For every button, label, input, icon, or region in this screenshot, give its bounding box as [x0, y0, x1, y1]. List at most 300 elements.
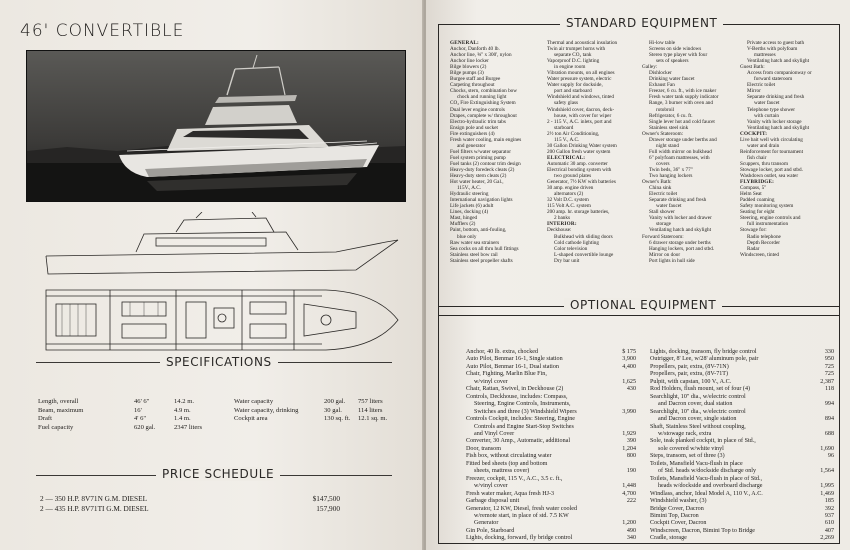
std-col-3: [642, 40, 718, 264]
option-price: 1,564: [820, 468, 834, 475]
option-row: [466, 446, 636, 453]
option-price: 340: [626, 535, 636, 542]
std-item: Compass, 5": [740, 185, 767, 192]
std-item: 200 Gallon fresh water system: [547, 148, 611, 155]
std-item: Water pressure system, electric: [547, 76, 612, 83]
spec-value-1: 30 gal.: [324, 406, 342, 414]
option-price: 185: [824, 498, 834, 505]
option-label: w/remote start, in place of std. 7.5 KW: [474, 512, 569, 519]
std-item: Fresh water tank supply indicator: [649, 94, 719, 101]
option-row: [466, 401, 636, 408]
std-item: Depth Recorder: [747, 239, 780, 246]
std-item: Dry bar unit: [554, 257, 580, 264]
std-item: Scuppers, thru transom: [740, 160, 788, 167]
std-item: Reinforcement for tournament: [740, 148, 804, 155]
option-row: [466, 498, 636, 505]
option-price: 96: [827, 453, 834, 460]
std-col-4: [740, 40, 812, 258]
spec-row: [38, 407, 202, 416]
option-row: [650, 506, 834, 513]
option-price: 190: [626, 468, 636, 475]
right-page: [426, 0, 850, 550]
spec-value-m: 4.9 m.: [174, 406, 191, 414]
spec-value-1: 200 gal.: [324, 398, 346, 405]
std-item: Owner's Stateroom:: [642, 130, 684, 137]
std-item: Dishlocker: [649, 70, 672, 77]
spec-value-m: 2347 liters: [174, 423, 203, 431]
std-col-2: [547, 40, 617, 264]
std-item: 6 drawer storage under berths: [649, 239, 711, 246]
spec-value-1: 130 sq. ft.: [324, 415, 351, 423]
option-row: [466, 409, 636, 416]
std-item: Bilge blowers (2): [450, 64, 487, 71]
option-label: Generator: [474, 520, 499, 527]
std-item: Windshield and windows, tinted: [547, 94, 614, 101]
option-price: 2,269: [820, 535, 834, 542]
option-row: [650, 409, 834, 416]
std-item: Stowage for:: [740, 227, 767, 234]
std-item: Radio telephone: [747, 233, 781, 240]
option-price: 688: [824, 430, 834, 437]
option-label: Lights, docking, transom, fly bridge control: [650, 349, 757, 355]
option-label: Steering, Engine Controls, Instruments,: [474, 401, 571, 408]
std-section-heading: ELECTRICAL:: [547, 154, 586, 161]
option-row: [466, 424, 636, 431]
option-label: sole covered w/white vinyl: [658, 445, 724, 452]
std-item: water faucet: [656, 203, 682, 210]
standard-equipment-heading: STANDARD EQUIPMENT: [560, 16, 723, 30]
spec-label: Water capacity: [234, 398, 274, 405]
option-price: [632, 416, 636, 423]
option-price: 610: [824, 520, 834, 527]
std-item: Anchor line, ⅝" x 300', nylon: [450, 52, 512, 59]
std-item: Mirror on door: [649, 251, 681, 258]
option-price: 950: [824, 356, 834, 363]
std-item: Anchor line locker: [450, 58, 489, 65]
std-item: Fuel filters w/water separator: [450, 148, 511, 155]
spec-value-ft: 620 gal.: [134, 423, 156, 431]
option-price: 1,204: [622, 445, 636, 452]
option-label: Generator, 12 KW, Diesel, fresh water cooled: [466, 505, 578, 512]
option-price: [830, 424, 834, 431]
std-item: Stainless steel bow rail: [450, 251, 498, 258]
std-item: 2½ ton Air Conditioning,: [547, 130, 600, 137]
option-label: of Std. heads w/dockside discharge only: [658, 468, 757, 475]
price-value: 157,900: [316, 504, 340, 513]
option-price: 1,929: [622, 430, 636, 437]
spec-label: Fuel capacity: [38, 423, 74, 431]
std-item: Thermal and acoustical insulation: [547, 40, 618, 46]
option-row: [466, 416, 636, 423]
option-row: [466, 386, 636, 393]
std-col-1: [450, 40, 521, 264]
std-item: Vanity with locker storage: [747, 118, 802, 125]
option-row: [466, 468, 636, 475]
std-item: Deckhouse:: [547, 227, 572, 234]
std-item: International navigation lights: [450, 197, 513, 204]
std-item: 115 V., A.C.: [554, 136, 580, 143]
std-item: Stall shower: [649, 209, 675, 216]
option-row: [466, 535, 636, 542]
std-item: Bilge pumps (3): [450, 70, 484, 77]
std-item: Automatic 30 amp. converter: [547, 160, 608, 167]
std-item: Radar: [747, 245, 760, 252]
option-price: 490: [626, 527, 636, 534]
option-row: [650, 498, 834, 505]
option-price: [632, 513, 636, 520]
std-item: Washdown outlet, sea water: [740, 173, 799, 180]
option-row: [650, 528, 834, 535]
option-row: [466, 476, 636, 483]
std-item: Owner's Bath:: [642, 179, 672, 186]
std-item: Mirror: [747, 88, 761, 95]
price-row: [40, 504, 340, 514]
option-label: Cockpit Cover, Dacron: [650, 520, 707, 527]
option-price: 994: [824, 401, 834, 408]
std-item: and generator: [457, 142, 486, 149]
std-item: Refrigerator, 6 cu. ft.: [649, 112, 693, 119]
std-item: safety glass: [554, 100, 579, 107]
spec-value-2: 12.1 sq. m.: [358, 415, 388, 423]
option-label: Lights, docking, forward, fly bridge control: [466, 535, 573, 542]
option-label: sheets, mattress cover): [474, 468, 530, 475]
std-item: rotobroil: [656, 106, 675, 113]
price-schedule-heading: PRICE SCHEDULE: [156, 467, 280, 481]
option-label: Converter, 30 Amp., Automatic, additional: [466, 438, 571, 445]
std-item: Fire extinguishers (4): [450, 130, 495, 137]
std-section-heading: COCKPIT:: [740, 130, 768, 137]
option-row: [466, 506, 636, 513]
std-item: Vanity with locker and drawer: [649, 215, 712, 222]
option-label: Bridge Cover, Dacron: [650, 505, 704, 512]
option-price: [830, 394, 834, 401]
option-price: 800: [626, 453, 636, 460]
std-item: Ventilating hatch and skylight: [747, 58, 810, 65]
std-item: Vaporproof D.C. lighting: [547, 58, 600, 65]
option-price: 1,625: [622, 378, 636, 385]
std-item: Lines, docking (4): [450, 209, 489, 216]
std-item: Hydraulic steering: [450, 191, 489, 198]
option-label: Chair, Fighting, Marlin Blue Fin,: [466, 371, 547, 378]
std-item: CO₂ Fire Extinguishing System: [450, 100, 516, 107]
std-item: alternators (2): [554, 191, 584, 198]
option-label: w/stowage rack, extra: [658, 430, 712, 437]
std-item: Fuel tanks (2) contour trim design: [450, 160, 521, 167]
std-item: Ensign pole and socket: [450, 124, 498, 131]
std-item: 30 Gallon Drinking Water system: [547, 142, 617, 149]
spec-value-m: 14.2 m.: [174, 398, 194, 405]
option-row: [650, 394, 834, 401]
std-item: L-shaped convertible lounge: [554, 251, 614, 258]
option-label: Steps, transom, set of three (3): [650, 453, 725, 460]
option-price: 725: [824, 363, 834, 370]
spec-label: Beam, maximum: [38, 406, 84, 414]
std-item: Mast, hinged: [450, 215, 478, 222]
std-item: forward stateroom: [754, 76, 793, 83]
std-item: Steering, engine controls and: [740, 215, 801, 222]
std-item: Vibration mounts, on all engines: [547, 70, 615, 77]
option-price: [632, 394, 636, 401]
std-item: Windscreen, tinted: [740, 251, 779, 258]
std-item: storage: [656, 221, 671, 228]
option-label: Auto Pilot, Benmar 16-1, Dual station: [466, 363, 559, 370]
spec-value-ft: 16': [134, 406, 142, 414]
option-label: Cradle, storage: [650, 535, 687, 542]
std-item: Access from companionway or: [747, 70, 812, 77]
std-item: Freezer, 6 cu. ft., with ice maker: [649, 88, 717, 95]
std-item: water faucet: [754, 100, 780, 107]
std-item: Live bait well with circulating: [740, 136, 803, 143]
option-row: [466, 349, 636, 356]
option-row: [650, 468, 834, 475]
std-item: 115V., A.C.: [457, 185, 482, 192]
option-row: [650, 491, 834, 498]
std-item: Stainless steel sink: [649, 124, 689, 131]
option-price: 725: [824, 371, 834, 378]
option-label: w/vinyl cover: [474, 378, 508, 385]
std-item: Electro-hydraulic trim tabs: [450, 118, 506, 125]
std-item: Color television: [554, 245, 588, 252]
std-item: Raw water sea strainers: [450, 239, 500, 246]
option-label: Garbage disposal unit: [466, 498, 520, 505]
std-item: Two hanging lockers: [649, 173, 693, 180]
option-label: Windscreen, Dacron, Bimini Top to Bridge: [650, 527, 755, 534]
option-price: [830, 461, 834, 468]
option-row: [650, 520, 834, 527]
option-row: [650, 513, 834, 520]
option-price: 1,448: [622, 483, 636, 490]
std-item: China sink: [649, 185, 672, 192]
std-item: fish chair: [747, 154, 767, 161]
std-item: covers: [656, 160, 670, 167]
option-price: [632, 476, 636, 483]
option-price: 392: [824, 505, 834, 512]
spec-label: Draft: [38, 415, 52, 423]
option-row: [466, 394, 636, 401]
std-item: Drinking water faucet: [649, 76, 695, 83]
option-price: 3,990: [622, 408, 636, 415]
option-price: 330: [824, 349, 834, 355]
std-item: blue only: [457, 233, 477, 240]
option-row: [650, 386, 834, 393]
std-item: Electric toilet: [747, 82, 776, 89]
option-price: [632, 461, 636, 468]
option-label: w/vinyl cover: [474, 483, 508, 490]
option-label: Gin Pole, Starboard: [466, 527, 515, 534]
std-item: chock and running light: [457, 94, 507, 101]
option-label: Pulpit, with capstan, 100 V., A.C.: [650, 378, 732, 385]
std-item: water and drain: [747, 142, 780, 149]
std-item: night stand: [656, 142, 679, 149]
spec-row: [38, 424, 202, 433]
std-item: Galley:: [642, 64, 658, 71]
std-item: sets of speakers: [656, 58, 689, 65]
option-row: [650, 371, 834, 378]
option-label: Propellers, pair, extra, (8V-71T): [650, 371, 729, 378]
option-row: [650, 416, 834, 423]
option-row: [466, 431, 636, 438]
std-item: Sea cocks on all thru hull fittings: [450, 245, 519, 252]
option-label: Windlass, anchor, Ideal Model A, 110 V., A.C.: [650, 490, 763, 497]
option-label: Anchor, 40 lb. extra, chocked: [466, 349, 539, 355]
option-label: Bimini Top, Dacron: [650, 512, 699, 519]
std-item: Safety monitoring system: [740, 203, 794, 210]
std-item: Life jackets (6) adult: [450, 203, 494, 210]
option-label: Outrigger, 8' Lee, w/28' aluminum pole, pair: [650, 356, 759, 363]
std-item: Burgee staff and Burgee: [450, 76, 501, 83]
std-item: Fresh water cooling, main engines: [450, 136, 522, 143]
std-item: 32 Volt D.C. system: [547, 197, 589, 204]
deck-plan-drawing: [26, 212, 404, 358]
std-item: port and starboard: [554, 88, 592, 95]
std-item: Generator, 7½ KW with batteries: [547, 179, 616, 186]
option-price: 4,700: [622, 490, 636, 497]
option-price: 407: [824, 527, 834, 534]
option-row: [466, 438, 636, 445]
option-label: Sole, teak planked cockpit, in place of Std.,: [650, 438, 756, 445]
spec-value-ft: 46' 6": [134, 398, 150, 405]
option-label: Chair, Rattan, Swivel, in Deckhouse (2): [466, 386, 564, 393]
std-item: Windshield cover, dacron, deck-: [547, 106, 615, 113]
spec-value-m: 1.4 m.: [174, 415, 191, 423]
option-label: and Vinyl Cover: [474, 430, 515, 437]
std-item: Paint, bottom, anti-fouling,: [450, 227, 507, 234]
std-item: Bulkhead with sliding doors: [554, 233, 613, 240]
option-row: [466, 483, 636, 490]
option-price: $ 175: [622, 349, 636, 355]
option-label: heads w/dockside and overboard discharge: [658, 483, 763, 490]
std-item: Heavy-duty stern cleats (2): [450, 173, 507, 180]
spec-row: [38, 415, 202, 424]
specs-col1: [38, 398, 202, 432]
std-item: Water supply for dockside,: [547, 82, 603, 89]
std-item: Telephone type shower: [747, 106, 796, 113]
std-item: Chocks, stern, combination bow: [450, 88, 517, 95]
std-item: mattresses: [754, 52, 776, 59]
option-price: [632, 401, 636, 408]
spec-row: [234, 398, 387, 407]
option-label: Propellers, pair, extra, (8V-71N): [650, 363, 729, 370]
std-item: Ventilating hatch and skylight: [649, 227, 712, 234]
std-item: Padded coaming: [740, 197, 775, 204]
option-price: 1,469: [820, 490, 834, 497]
boat-photo: [26, 50, 406, 202]
std-item: 30 amp. engine driven: [547, 185, 594, 192]
std-item: Electric toilet: [649, 191, 678, 198]
option-price: 937: [824, 512, 834, 519]
std-item: Screens on side windows: [649, 46, 702, 53]
option-label: Auto Pilot, Benmar 16-1, Single station: [466, 356, 563, 363]
option-price: [830, 409, 834, 416]
spec-value-2: 757 liters: [358, 398, 383, 405]
option-label: Toilets, Mansfield Vacu-flush in place: [650, 460, 743, 467]
std-item: Range, 3 burner with oven and: [649, 100, 713, 107]
spec-row: [38, 398, 202, 407]
std-item: Mufflers (2): [450, 221, 476, 228]
std-item: Fuel system priming pump: [450, 154, 506, 161]
option-price: 118: [825, 386, 834, 393]
price-item: 2 — 435 H.P. 8V71TI G.M. DIESEL: [40, 504, 149, 513]
option-row: [650, 356, 834, 363]
option-label: and Dacron cover, dual station: [658, 401, 733, 408]
std-item: Single lever hot and cold faucet: [649, 118, 715, 125]
std-item: Drapes, complete w/ throughout: [450, 112, 517, 119]
std-item: Forward Stateroom:: [642, 233, 684, 240]
std-item: house, with cover for wiper: [554, 112, 612, 119]
option-row: [466, 453, 636, 460]
option-price: 1,200: [622, 520, 636, 527]
option-label: Door, transom: [466, 445, 501, 452]
option-row: [650, 401, 834, 408]
option-label: Searchlight, 10" dia., w/electric control: [650, 393, 746, 400]
spec-value-ft: 4' 6": [134, 415, 147, 423]
option-price: 2,387: [820, 378, 834, 385]
option-label: Freezer, cockpit, 115 V., A.C., 3.5 c. ft.,: [466, 475, 563, 482]
std-item: Electrical bonding system with: [547, 166, 612, 173]
option-price: 430: [626, 386, 636, 393]
std-item: Seating for eight: [740, 209, 775, 216]
std-item: Ventilating hatch and skylight: [747, 124, 810, 131]
price-row: [40, 494, 340, 504]
option-price: [632, 371, 636, 378]
std-item: Carpeting throughout: [450, 82, 495, 89]
option-row: [650, 438, 834, 445]
std-item: in engine room: [554, 64, 586, 71]
option-label: Shaft, Stainless Steel without coupling,: [650, 423, 746, 430]
optional-equipment-heading: OPTIONAL EQUIPMENT: [564, 298, 722, 312]
std-item: Anchor, Danforth 40 lb.: [450, 46, 500, 53]
std-item: Twin air trumpet horns with: [547, 46, 606, 53]
std-item: with curtain: [754, 112, 779, 119]
option-row: [650, 476, 834, 483]
option-row: [466, 520, 636, 527]
std-item: Separate drinking and fresh: [747, 94, 805, 101]
spec-row: [234, 415, 387, 424]
std-item: 115 Volt A.C. system: [547, 203, 591, 210]
std-item: Dual lever engine controls: [450, 106, 505, 113]
option-row: [650, 483, 834, 490]
option-price: [830, 476, 834, 483]
std-section-heading: INTERIOR:: [547, 221, 577, 228]
option-label: Fitted bed sheets (top and bottom: [466, 460, 548, 467]
option-price: [830, 438, 834, 445]
opt-col-2: [650, 349, 834, 543]
option-row: [650, 349, 834, 356]
spec-label: Cockpit area: [234, 415, 268, 423]
std-item: Private access to guest bath: [747, 40, 805, 46]
price-list: [40, 494, 340, 514]
option-label: Fresh water maker, Aqua fresh HJ-3: [466, 490, 555, 497]
opt-col-1: [466, 349, 636, 543]
option-price: 222: [626, 498, 636, 505]
page-title: 46' CONVERTIBLE: [20, 21, 185, 41]
option-row: [466, 513, 636, 520]
option-price: 1,995: [820, 483, 834, 490]
option-row: [466, 371, 636, 378]
price-value: $147,500: [312, 494, 340, 503]
specifications-heading: SPECIFICATIONS: [160, 355, 278, 369]
std-section-heading: GENERAL:: [450, 40, 479, 46]
std-item: Hi-low table: [649, 40, 676, 46]
option-row: [466, 364, 636, 371]
std-item: Guest Bath:: [740, 64, 765, 71]
std-item: 2 banks: [554, 215, 570, 222]
std-item: Hanging lockers, port and stbd.: [649, 245, 715, 252]
std-item: Full width mirror on bulkhead: [649, 148, 712, 155]
std-item: Separate drinking and fresh: [649, 197, 707, 204]
std-item: Heavy-duty foredeck cleats (2): [450, 166, 515, 173]
std-item: Stainless steel propeller shafts: [450, 257, 513, 264]
